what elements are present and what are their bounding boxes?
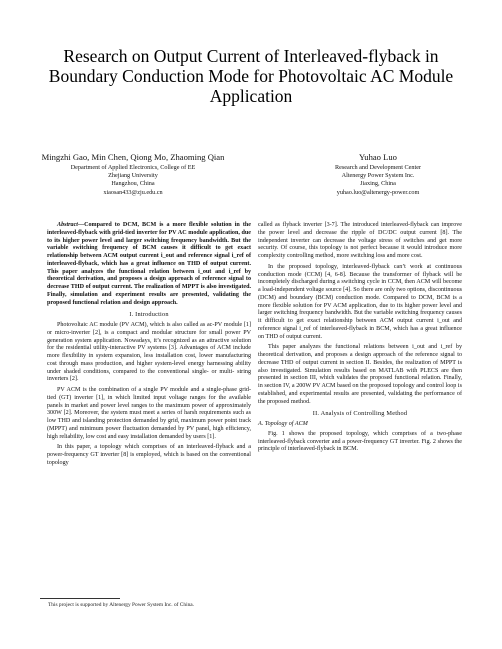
right-paragraph-1: called as flyback inverter [3-7]. The introduced interleaved-flyback can improve the power level and decrease the ripple of DC/DC output current [8]. The independent inverter can decrease the voltage stress of switches and get more security. Of course, this topology is not perfect because it would introduce more complexity controlling method, more switching loss and more cost. (258, 222, 462, 259)
abstract-label: Abstract (57, 222, 78, 228)
abstract (47, 222, 251, 307)
author-names-right: Yuhao Luo (359, 152, 397, 162)
right-paragraph-3: This paper analyzes the functional relations between i_out and i_ref by theoretical derivation, and proposes a design approach of the reference signal to decrease THD of output current in section II. Besides, the realization of MPPT is also investigated. Simulation results based on MATLAB with PLECS are then presented in section III, which validates the proposed functional relation. Finally, in section IV, a 200W PV ACM based on the proposed topology and control loop is established, and experimental results are presented, validating the performance of the proposed method. (258, 344, 462, 405)
author-company-right: Altenergy Power System Inc. (341, 172, 415, 180)
author-city-right: Jiaxing, China (360, 180, 396, 188)
topology-paragraph: Fig. 1 shows the proposed topology, which comprises of a two-phase interleaved-flyback converter and a power-frequency GT inverter. Fig. 2 shows the principle of interleaved-flyback in BCM. (258, 430, 462, 453)
intro-paragraph-2: PV ACM is the combination of a single PV module and a single-phase grid-tied (GT) inverter [1], in which limited input voltage ranges for the available panels in market and power level ranges to the maximum power of approximately 300W [2]. Moreover, the system must meet a series of harsh requirements such as low THD and islanding protection demanded by grid, maximum power point track (MPPT) and minimum power fluctuation demanded by PV panel, high efficiency, high reliability, low cost and easy installation demanded by users [1]. (47, 387, 251, 440)
paper-title: Research on Output Current of Interleaved-flyback in Boundary Conduction Mode for Photovoltaic AC Module Application (48, 46, 454, 106)
author-block-right (288, 152, 468, 197)
abstract-text: —Compared to DCM, BCM is a more flexible solution in the interleaved-flyback with grid-tied inverter for PV AC module application, due to its higher power level and larger switching frequency bandwidth. But the variable switching frequency of BCM causes it difficult to get exact relationship between ACM output current i_out and reference signal i_ref of interleaved-flyback, which has a great influence on THD of output current. This paper analyzes the functional relation between i_out and i_ref by theoretical derivation, and proposes a design approach of reference signal to decrease THD of output current. The realization of MPPT is also investigated. Finally, simulation and experiment results are presented, validating the proposed functional relation and design approach. (47, 222, 251, 306)
author-email-left: xiaosan433@zju.edu.cn (103, 188, 163, 196)
intro-paragraph-3: In this paper, a topology which comprises of an interleaved-flyback and a power-frequency GT inverter [8] is employed, which is based on the conventional topology (47, 444, 251, 466)
author-email-right: yuhao.luo@altenergy-power.com (336, 188, 420, 196)
intro-paragraph-1: Photovoltaic AC module (PV ACM), which is also called as ac-PV module [1] or micro-inverter [2], is a compact and modular structure for small power PV generation system application. Nowadays, it’s recognized as an attractive solution for the residential utility-interactive PV systems [3]. Advantages of ACM include more flexibility in system expansion, less installation cost, lower manufacturing cost through mass production, and higher system-level energy harnessing ability under shaded conditions, compared to the conventional single- or multi- string inverters [2]. (47, 322, 251, 383)
subsection-heading-topology: A. Topology of ACM (258, 421, 308, 427)
author-affiliation-left: Department of Applied Electronics, College of EE (70, 164, 196, 171)
footnote: This project is supported by Altenergy Power System Inc. of China. (48, 602, 195, 608)
right-column (258, 222, 462, 457)
section-heading-analysis: II. Analysis of Controlling Method (312, 410, 408, 418)
section-heading-introduction: I. Introduction (129, 311, 169, 319)
author-block-left (28, 152, 238, 197)
author-names-left: Mingzhi Gao, Min Chen, Qiong Mo, Zhaoming Qian (41, 152, 225, 162)
author-city-left: Hangzhou, China (111, 180, 155, 188)
footnote-divider (40, 598, 120, 599)
author-affiliation-right: Research and Development Center (334, 164, 422, 171)
right-paragraph-2: In the proposed topology, interleaved-flyback can’t work at continuous conduction mode (CCM) [4, 6-8]. Because the transformer of flyback will be incompletely discharged during a switching cycle in CCM, then ACM will become a load-independent voltage source [4]. So there are only two options, discontinuous (DCM) and boundary (BCM) conduction mode. Compared to DCM, BCM is a more flexible solution for PV ACM application, due to its higher power level and larger switching frequency bandwidth. But the variable switching frequency causes it difficult to get exact relationship between ACM output current i_out and reference signal i_ref of interleaved-flyback in BCM, which has a great influence on THD of output current. (258, 263, 462, 340)
left-column (47, 222, 251, 471)
author-university-left: Zhejiang University (108, 172, 158, 180)
